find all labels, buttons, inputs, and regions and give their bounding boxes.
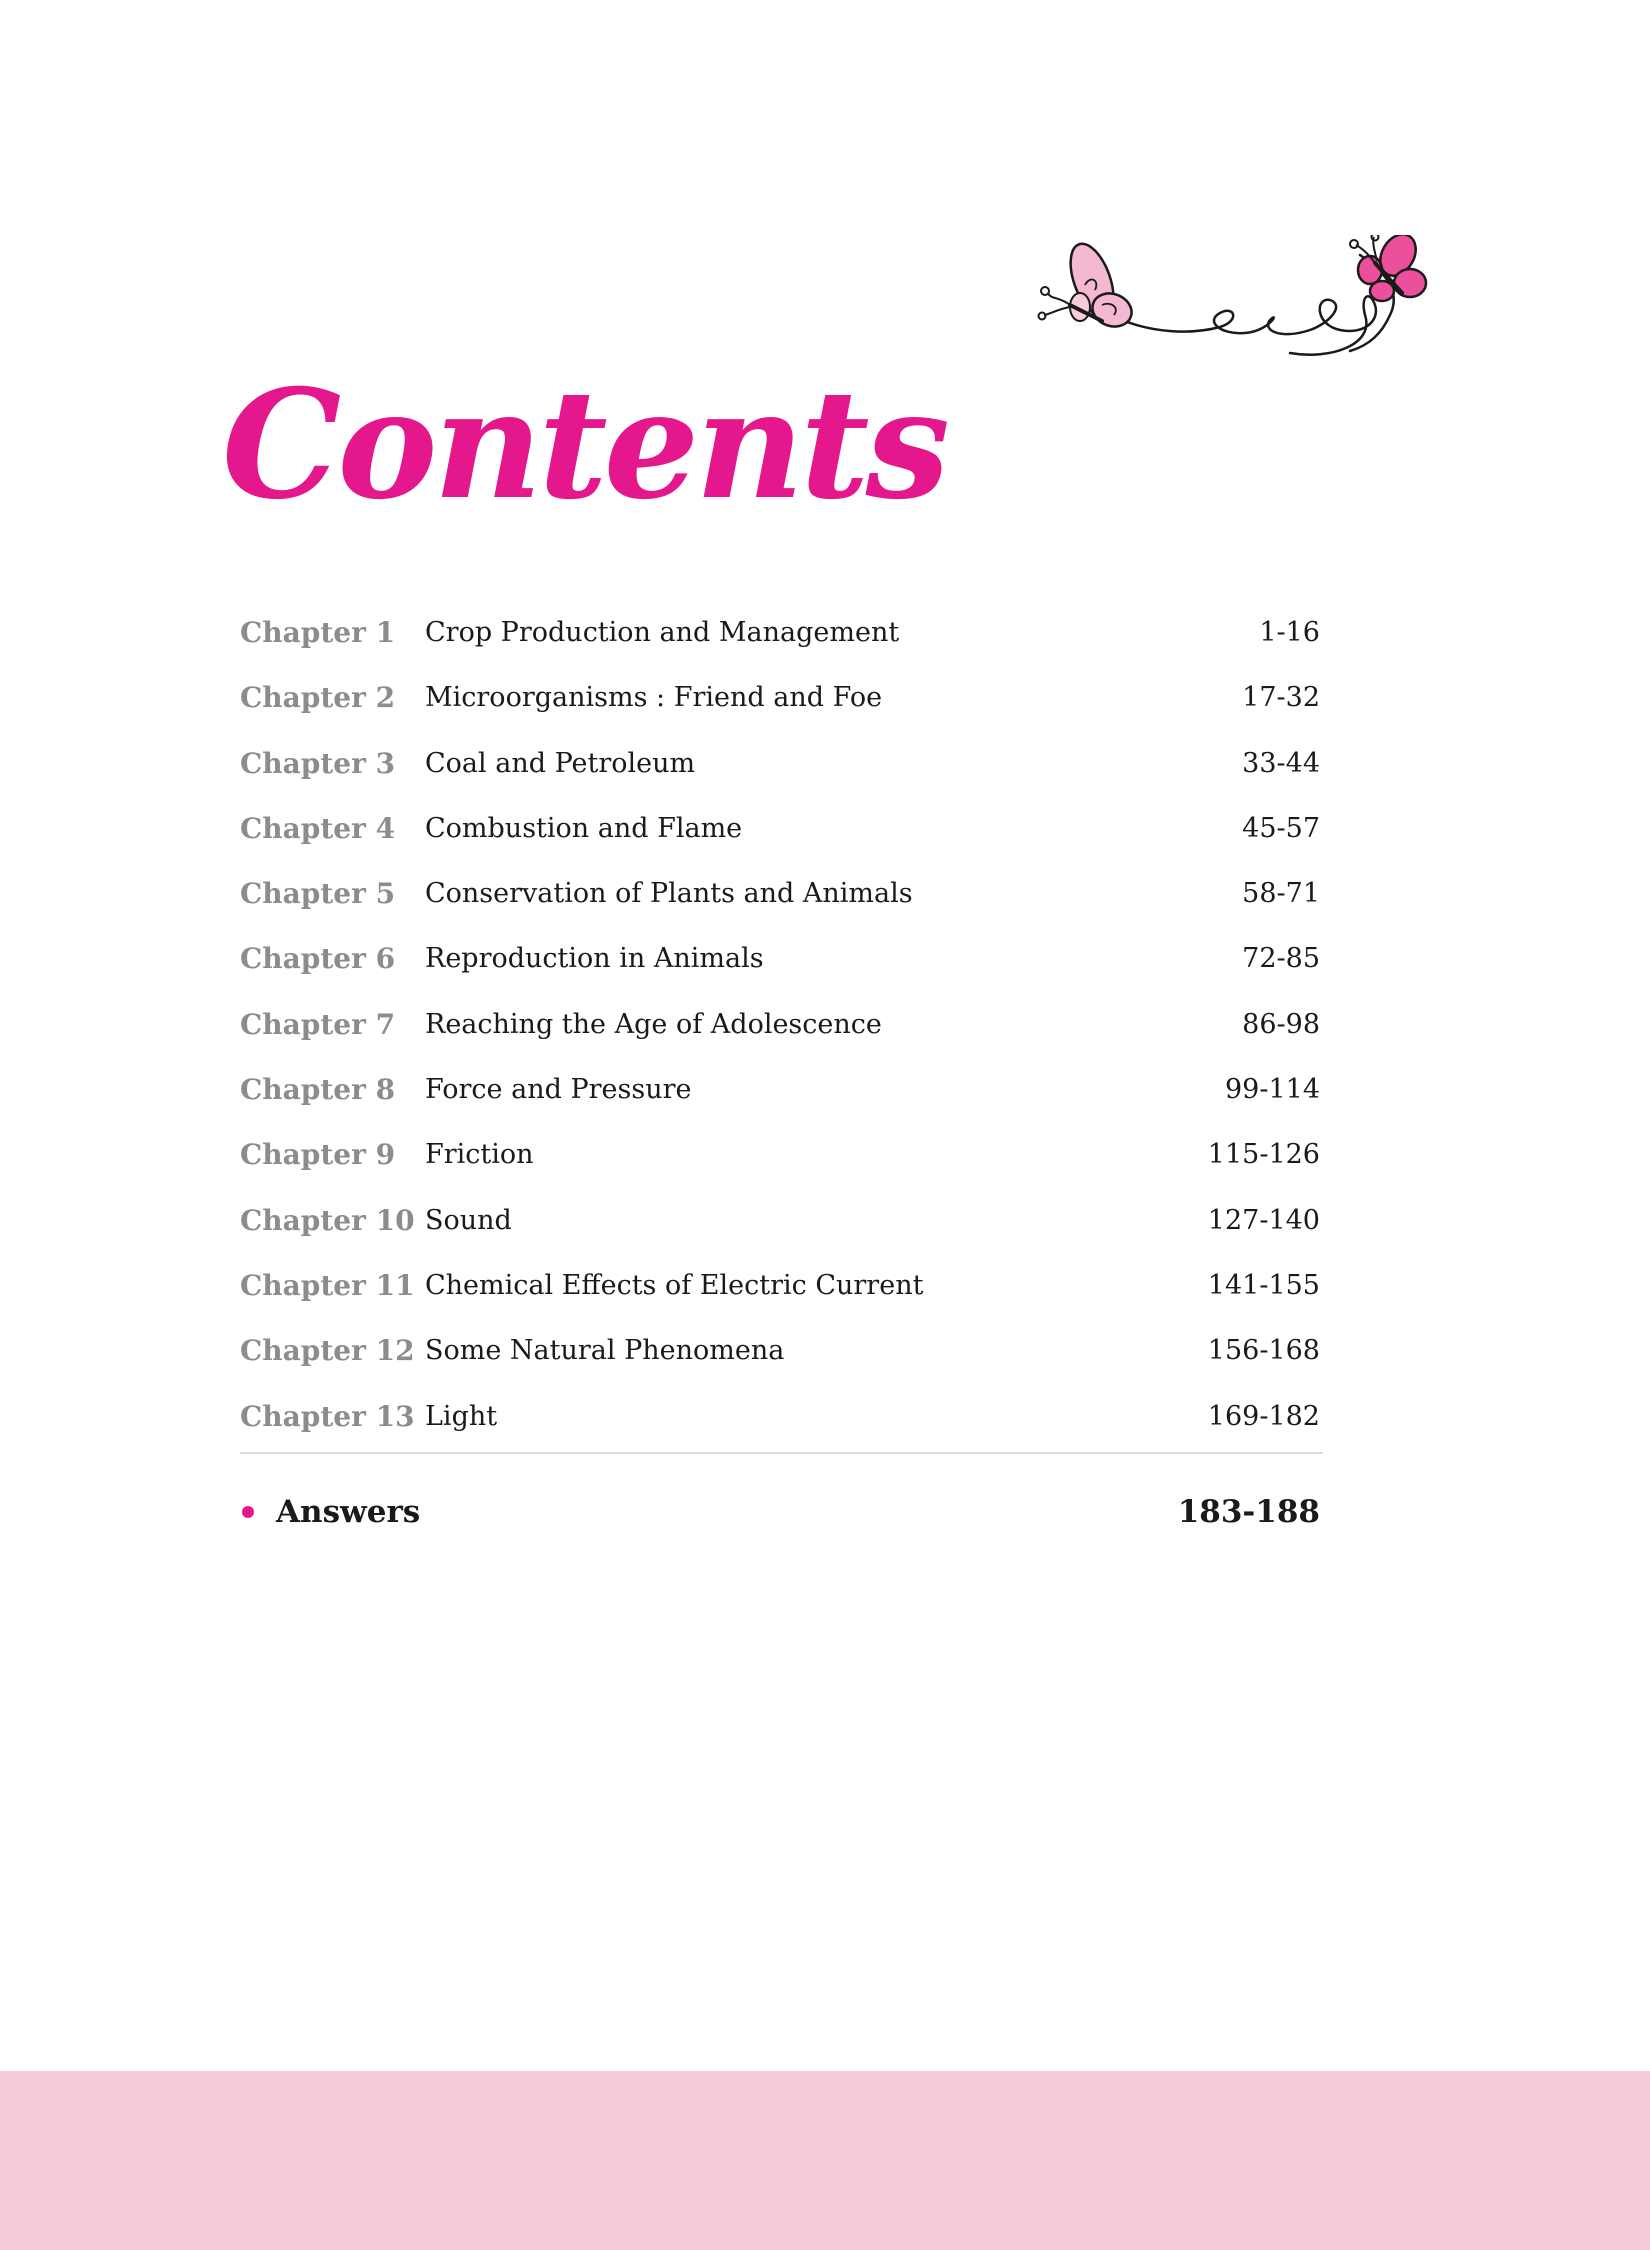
- left-butterfly-icon: [1039, 238, 1137, 332]
- chapter-number: Chapter 9: [240, 1138, 396, 1172]
- chapter-number: Chapter 2: [240, 681, 396, 715]
- toc-row[interactable]: [240, 861, 1320, 926]
- toc-row[interactable]: [240, 1057, 1320, 1122]
- answers-pages: 183-188: [1177, 1494, 1320, 1530]
- chapter-title: Force and Pressure: [425, 1074, 692, 1106]
- chapter-pages: 17-32: [1242, 682, 1320, 714]
- toc-row[interactable]: [240, 600, 1320, 665]
- chapter-title: Chemical Effects of Electric Current: [425, 1269, 924, 1301]
- chapter-number: Chapter 8: [240, 1073, 396, 1107]
- table-of-contents: [240, 600, 1320, 1449]
- bullet-icon: [242, 1506, 254, 1518]
- toc-row[interactable]: [240, 1122, 1320, 1187]
- flight-path-curve: [1115, 296, 1376, 354]
- chapter-pages: 141-155: [1207, 1269, 1320, 1301]
- chapter-pages: 156-168: [1207, 1335, 1320, 1367]
- chapter-number: Chapter 5: [240, 877, 396, 911]
- chapter-title: Reproduction in Animals: [425, 943, 764, 975]
- chapter-number: Chapter 3: [240, 746, 396, 780]
- chapter-number: Chapter 4: [240, 811, 396, 845]
- chapter-pages: 45-57: [1242, 812, 1320, 844]
- answers-row[interactable]: [240, 1480, 1320, 1544]
- chapter-title: Coal and Petroleum: [425, 747, 696, 779]
- chapter-pages: 86-98: [1242, 1008, 1320, 1040]
- toc-row[interactable]: [240, 731, 1320, 796]
- toc-row[interactable]: [240, 992, 1320, 1057]
- chapter-number: Chapter 13: [240, 1399, 415, 1433]
- chapter-title: Light: [425, 1400, 498, 1432]
- chapter-pages: 169-182: [1207, 1400, 1320, 1432]
- toc-row[interactable]: [240, 1318, 1320, 1383]
- chapter-title: Combustion and Flame: [425, 812, 743, 844]
- toc-row[interactable]: [240, 796, 1320, 861]
- toc-row[interactable]: [240, 1188, 1320, 1253]
- chapter-number: Chapter 12: [240, 1334, 415, 1368]
- toc-row[interactable]: [240, 926, 1320, 991]
- chapter-pages: 99-114: [1224, 1074, 1320, 1106]
- chapter-number: Chapter 1: [240, 616, 396, 649]
- answers-label: Answers: [276, 1494, 421, 1530]
- toc-row[interactable]: [240, 1253, 1320, 1318]
- chapter-number: Chapter 7: [240, 1007, 396, 1041]
- chapter-pages: 115-126: [1207, 1139, 1320, 1171]
- chapter-title: Conservation of Plants and Animals: [425, 878, 913, 910]
- chapter-title: Some Natural Phenomena: [425, 1335, 785, 1367]
- toc-row[interactable]: [240, 665, 1320, 730]
- chapter-number: Chapter 6: [240, 942, 396, 976]
- chapter-pages: 127-140: [1207, 1204, 1320, 1236]
- chapter-title: Reaching the Age of Adolescence: [425, 1008, 882, 1040]
- chapter-title: Friction: [425, 1139, 534, 1171]
- footer-band: [0, 2071, 1650, 2250]
- chapter-number: Chapter 11: [240, 1268, 415, 1302]
- chapter-pages: 58-71: [1242, 878, 1320, 910]
- page-title: Contents: [222, 357, 947, 533]
- toc-row[interactable]: [240, 1384, 1320, 1449]
- chapter-number: Chapter 10: [240, 1203, 415, 1237]
- chapter-pages: 1-16: [1259, 617, 1320, 648]
- chapter-pages: 33-44: [1242, 747, 1320, 779]
- chapter-title: Sound: [425, 1204, 512, 1236]
- divider: [240, 1452, 1323, 1454]
- right-butterfly-icon: [1350, 235, 1426, 301]
- butterflies-illustration: [1030, 235, 1450, 535]
- chapter-pages: 72-85: [1242, 943, 1320, 975]
- chapter-title: Microorganisms : Friend and Foe: [425, 682, 883, 714]
- chapter-title: Crop Production and Management: [425, 617, 900, 648]
